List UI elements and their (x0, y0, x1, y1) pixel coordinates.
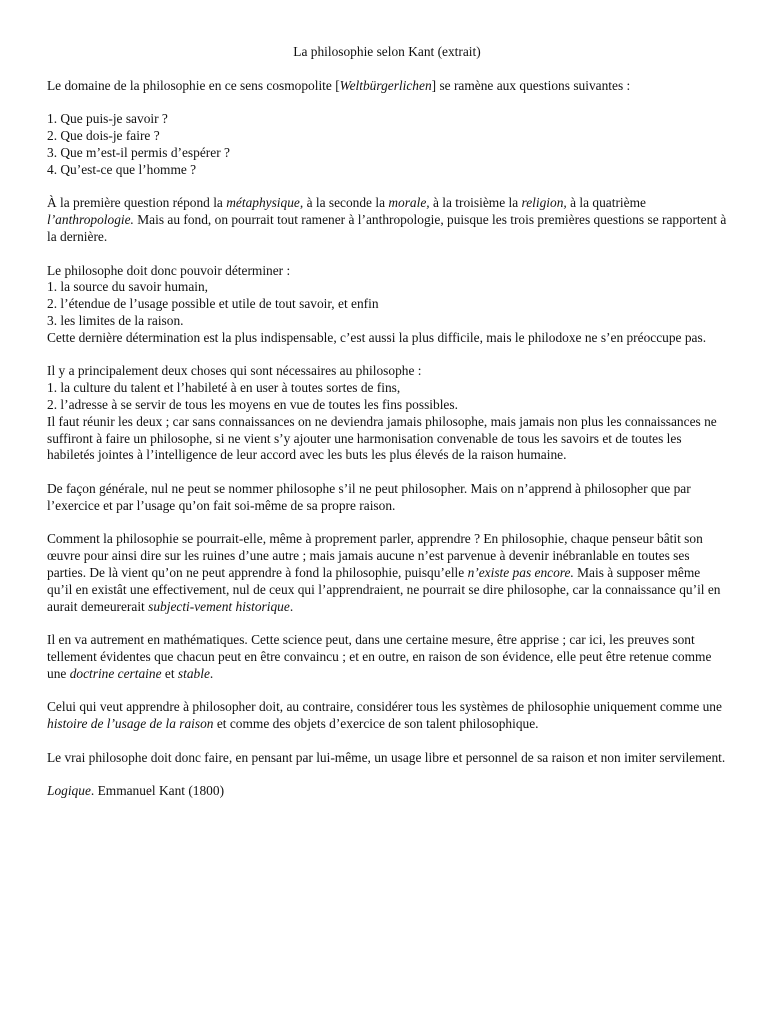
text: Comment la philosophie se pourrait-elle, même à proprement parler, apprendre ? En philosophie, chaque penseur bâtit son œuvre pour ainsi dire sur les ruines d’une autre ; mais jamais aucune n’est parvenue à devenir inébranlable en toutes ses parties. De là vient qu’on ne peut apprendre à fond la philosophie, puisqu’elle (47, 531, 703, 580)
text: . (209, 665, 214, 681)
text: à la seconde la (303, 195, 389, 211)
paragraph-text: Il faut réunir les deux ; car sans connaissances on ne deviendra jamais philosophe, mais jamais non plus les connaissances ne suffiront à faire un philosophe, si ne vient s’y ajouter une harmonisation convenable de tous les savoirs et de toutes les habiletés jointes à l’intelligence de leur accord avec les buts les plus élevés de la raison humaine. (47, 413, 717, 463)
text: Mais au fond, on pourrait tout ramener à l’anthropologie, puisque les trois premières questions se rapportent à la dernière. (47, 212, 727, 244)
list-item: 1. Que puis-je savoir ? (47, 111, 168, 127)
text: Le domaine de la philosophie en ce sens cosmopolite [ (47, 77, 340, 93)
paragraph-apprendre (47, 531, 727, 615)
list-item: 4. Qu’est-ce que l’homme ? (47, 161, 197, 177)
paragraph-intro (47, 78, 727, 95)
text: Celui qui veut apprendre à philosopher doit, au contraire, considérer tous les systèmes de philosophie uniquement comme une (47, 699, 722, 715)
paragraph-vrai-philosophe: Le vrai philosophe doit donc faire, en pensant par lui-même, un usage libre et personnel de sa raison et non imiter servilement. (47, 749, 726, 765)
list-intro: Il y a principalement deux choses qui sont nécessaires au philosophe : (47, 363, 422, 379)
list-item: 3. les limites de la raison. (47, 312, 184, 328)
text: et comme des objets d’exercice de son talent philosophique. (213, 716, 539, 732)
paragraph-determiner (47, 263, 727, 347)
document-page (47, 44, 727, 817)
list-item: 2. l’adresse à se servir de tous les moyens en vue de toutes les fins possibles. (47, 396, 458, 412)
citation (47, 783, 727, 800)
emphasis: stable (177, 665, 210, 681)
text: ] se ramène aux questions suivantes : (431, 77, 631, 93)
questions-list (47, 111, 727, 178)
emphasis: Weltbürgerlichen (339, 77, 432, 93)
text: À la première question répond la (47, 195, 227, 211)
text: . (289, 598, 294, 614)
paragraph-systemes (47, 699, 727, 733)
emphasis: subjecti-vement historique (148, 598, 290, 614)
list-intro: Le philosophe doit donc pouvoir déterminer : (47, 262, 291, 278)
list-item: 1. la source du savoir humain, (47, 279, 209, 295)
citation-author: . Emmanuel Kant (1800) (90, 783, 225, 799)
emphasis: métaphysique, (226, 195, 304, 211)
text: Mais à supposer même qu’il en existât une effectivement, nul de ceux qui l’apprendraient, ne pourrait se dire philosophe, car la connaissance qu’il en aurait demeurerait (47, 564, 721, 614)
citation-work: Logique (47, 783, 91, 799)
text: à la troisième la (429, 195, 522, 211)
emphasis: morale, (388, 195, 430, 211)
text: à la quatrième (566, 195, 646, 211)
emphasis: n’existe pas encore. (467, 564, 574, 580)
emphasis: histoire de l’usage de la raison (47, 716, 214, 732)
emphasis: l’anthropologie. (47, 212, 134, 228)
list-item: 2. Que dois-je faire ? (47, 128, 160, 144)
list-item: 1. la culture du talent et l’habileté à en user à toutes sortes de fins, (47, 380, 401, 396)
list-item: 2. l’étendue de l’usage possible et utile de tout savoir, et enfin (47, 296, 379, 312)
list-item: 3. Que m’est-il permis d’espérer ? (47, 144, 230, 160)
paragraph-philosopher: De façon générale, nul ne peut se nommer philosophe s’il ne peut philosopher. Mais on n’apprend à philosopher que par l’exercice et par l’usage qu’on fait soi-même de sa propre raison. (47, 480, 691, 513)
paragraph-mathematiques (47, 632, 727, 682)
paragraph-deux-choses (47, 363, 727, 464)
paragraph-answers (47, 195, 727, 245)
paragraph-text: Cette dernière détermination est la plus indispensable, c’est aussi la plus difficile, mais le philodoxe ne s’en préoccupe pas. (47, 329, 707, 345)
emphasis: religion, (521, 195, 567, 211)
text: Il en va autrement en mathématiques. Cette science peut, dans une certaine mesure, être apprise ; car ici, les preuves sont tellement évidentes que chacun peut en être convaincu ; et en outre, en raison de son évidence, elle peut être retenue comme une (47, 632, 712, 681)
emphasis: doctrine certaine (69, 665, 162, 681)
text: et (161, 665, 178, 681)
document-title: La philosophie selon Kant (extrait) (293, 44, 481, 59)
